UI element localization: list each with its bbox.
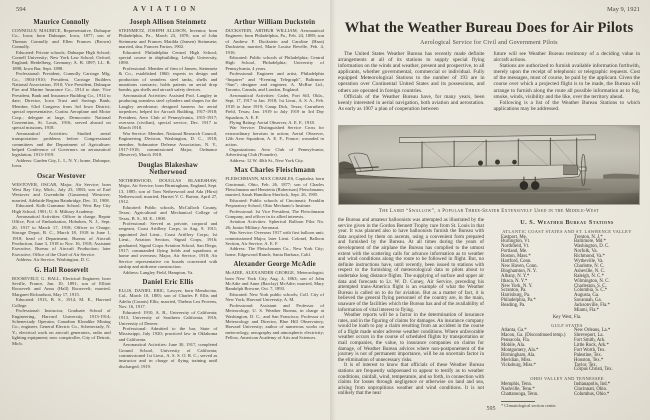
bio-column-1 <box>12 18 111 416</box>
bio-entry-heading: Maurice Connolly <box>33 19 90 26</box>
bio-entry-body <box>119 28 218 158</box>
article-paragraph: The United States Weather Bureau has recently made definite arrangements at all of its stations to supply special flying information on the winds and weather, present and prospective, to all applicants, whether governmental, commercial or individual. Fully equipped Meteorological Stations to the number of 193 are in operation over Continental United States and its possessions, and others are operated in foreign countries. <box>338 51 485 94</box>
bio-entry-body <box>12 28 111 169</box>
station-item: Little Rock, Ark.* <box>574 342 609 348</box>
bio-paragraph: Educated: Philadelphia Central High School; special course in shipbuilding, Lehigh University, 1890. <box>118 49 218 66</box>
bio-paragraph: Address: Langley Field, Hampton, Va. <box>122 269 194 275</box>
bio-entry-heading: Max Charles Fleischmann <box>234 167 316 175</box>
bio-entry-body <box>119 288 218 369</box>
footnote-rule <box>501 401 535 402</box>
bio-paragraph: Address: Air Service, Washington, D. C. <box>16 257 91 263</box>
station-item: Hartford, Conn. <box>501 259 532 265</box>
station-item: Pensacola, Fla. <box>501 338 530 344</box>
station-item: Wilmington, N. C. <box>574 278 610 284</box>
bio-entry <box>12 19 111 169</box>
station-item: Fort Worth, Tex. <box>574 347 606 353</box>
bio-paragraph: FLEISCHMANN, MAX CHARLES, Capitalist; born Cincinnati, Ohio, Feb. 26, 1877; son of Charles Fleischmann and Henrietta (Robertson) Fleischmann; married, Sarah Hamilton Sherlock, Sept. 26, 1905. <box>225 176 325 198</box>
station-subcolumn <box>567 329 640 373</box>
station-subcolumn <box>494 383 567 398</box>
station-item: Houston, Tex.* <box>574 357 604 363</box>
station-item: Jacksonville, Fla.* <box>574 303 610 309</box>
article-paragraph: Weather reports will be a factor in the determination of insurance rates, and in the figuring of claims for damages. An insurance company would be loath to pay a claim resulting from an accident in the course of a flight made under adverse weather conditions. Where unfavorable weather occurs in the course of scheduled flights by transportation or mail companies, the value, to insurance companies on claims for damage, of Weather Bureau advices where non-postponement of the journey is not of permanent importance, will be an uncertain factor in the elimination of unnecessary risks. <box>338 312 484 363</box>
bio-paragraph: Professional: 1st Vice President, The Fleischmann Company, and officer in its allied interests. <box>225 208 325 219</box>
station-subcolumn <box>494 236 567 315</box>
bio-paragraph: Educated: Public schools, McCulloch County, Texas; Agricultural and Mechanical College of Texas, B. S., M. E., 1908. <box>118 204 218 221</box>
bio-paragraph: CONNOLLY, MAURICE, Representative, Dubuque Co., Iowa; born Dubuque, Iowa, 1877; son of Thomas Connolly and Ellen Frances (Brown) Connolly. <box>12 28 111 50</box>
bio-paragraph: Aeronautical Activities: Cadet, Fort Sill, Okla., Sept. 17, 1917 to Jan. 1918; 1st Lieut., A. S. A., Feb. 1918 to June 1919; Camp Dick, Texas; Carruthers Field, Texas; Jan. 1919 to July 1919 in 3rd Day Squadron, A. E. F. <box>225 92 325 120</box>
photo-caption: The Laird “Swallow”, a Popular Three-Seater Extensively Used in the Middle-West <box>378 209 600 214</box>
bio-paragraph: STEINMETZ, JOSEPH ALLISON, Inventor; born Philadelphia, Pa., March 23, 1870; son of John Steinmetz and Frances Matilda (Jansen) Steinmetz; married, dau. Frances Farion, 1902. <box>118 28 218 50</box>
station-item: Mobile, Ala. <box>501 342 526 348</box>
article-title: What the Weather Bureau Does for Air Pilots <box>344 20 634 36</box>
bio-entry <box>119 19 218 158</box>
bio-paragraph: ELLIS, DANIEL ERIC, Lawyer; born Mendocino, Cal., March 10, 1883; son of Charles P. Ellis and Adelia (Counts) Ellis; married, Thelma Lea Provens, Nov. 16, 1917. <box>118 288 218 310</box>
station-item: Key West, Fla. <box>552 314 582 320</box>
station-item: Palestine, Tex. <box>574 352 602 358</box>
bio-entry-body <box>225 270 324 340</box>
station-item: Albany, N. Y.* <box>501 273 530 279</box>
bio-paragraph: ROOSEVELT, G. HALL, Electrical Engineer; born Seville, France, Jan. 10, 1891; son of Elliott Roosevelt and Anna (Hall) Roosevelt; married, Margaret Richardson, May 17, 1915. <box>12 275 111 297</box>
whos-who-page <box>0 18 332 416</box>
bio-paragraph: War Service: Distinguished Service Cross for extraordinary heroism in action; Aerial Observer, 12th Aero Squadron, A. E. F., France; wounded in action. <box>225 125 325 147</box>
station-item: Cincinnati, Ohio. <box>574 386 608 392</box>
station-item: Richmond, Va.* <box>574 254 605 260</box>
bio-paragraph: Flying Rating: Aerial Observer, A. E. F., 1918. <box>229 119 315 125</box>
station-item: Savannah, Ga. <box>574 298 602 304</box>
station-item: Washington, D. C. <box>574 244 610 250</box>
station-subcolumn <box>494 329 567 373</box>
bio-paragraph: Educated: Public schools of Philadelphia; Central High School, Philadelphia; University of Pennsylvania, 4 years. <box>225 55 325 71</box>
station-item: Columbus, Ohio.* <box>574 391 610 397</box>
bio-paragraph: Organizations: Aero Club of Pennsylvania; Advertising Club (Founder). <box>225 146 325 158</box>
article-paragraph: future will see Weather Bureau testimony of a deciding value in aircraft actions. <box>493 51 640 64</box>
station-item: Nashville, Tenn.* <box>501 386 535 392</box>
airplane-photo <box>338 125 640 205</box>
station-item: Charlotte, N. C. <box>574 263 605 269</box>
station-item: Montgomery, Ala.* <box>501 347 539 353</box>
station-item: Eastport, Me. <box>501 234 527 240</box>
station-group <box>494 383 640 398</box>
bio-entry-body <box>12 276 111 346</box>
station-item: Norfolk, Va. <box>574 249 598 255</box>
left-page-number: 594 <box>16 6 26 13</box>
station-item: Reading, Pa. <box>501 303 526 309</box>
bio-entry <box>225 167 324 257</box>
station-group-heading: OHIO VALLEY AND TENNESSEE <box>530 376 604 382</box>
station-item: New York, N. Y. <box>501 283 533 289</box>
bio-paragraph: Professional: Member of firm of Jansen, Steinmetz & Co., established 1860; experts in design and production of seamless steel tanks, shells and munitions contracts; holds patents on aerial drop bombs, gas shells and aircraft safety devices. <box>118 65 218 93</box>
article-paragraph: Stations are authorized to furnish available information forthwith, merely upon the receipt of telephonic or telegraphic requests. Cost of the messages, must of course, be paid by the applicant. Given the course over which a projected flight is to be made, the Bureau will arrange to furnish along the route all possible information as to fog, smoke, winds, visibility and the like, over the territory ahead. <box>493 63 640 100</box>
station-item: Augusta, Ga. <box>574 293 600 299</box>
article-subtitle: Aerological Service for Civil and Government Pilots <box>420 40 558 46</box>
bio-paragraph: NETHERWOOD, DOUGLAS BLAKESHAW, Major, Air Service; born Birmingham, England, Sept. 13, 1885; son of Tom Netherwood and Ada (Hirst) Netherwood; married, Harriet V. C. Barton, April 27, 1912. <box>118 177 218 205</box>
bio-paragraph: Address: Garden City, L. I., N. Y.; home, Dubuque, Iowa. <box>12 157 111 169</box>
page-gutter <box>330 0 336 420</box>
station-item: Raleigh, N. C.* <box>574 273 604 279</box>
bio-entry-heading: G. Hall Roosevelt <box>34 266 89 274</box>
bio-column-2 <box>119 18 218 416</box>
bio-paragraph: DUCKSTEIN, ARTHUR WILLIAM, Aeronautical Engineer; born Philadelphia, Pa., Feb. 24, 1889; son of Andrew F. Duckstein and Caroline (Haas) Duckstein; married, Marie Louise Revelle, Feb. 4, 1916. <box>225 28 325 55</box>
bio-paragraph: McADIE, ALEXANDER GEORGE, Meteorologist; born New York City, Aug. 4, 1863; son of John McAdie and Anne (Barclay) McAdie; married, Mary Randolph Browne, Oct. 7, 1893. <box>225 270 325 292</box>
right-page-number: 595 <box>486 406 496 412</box>
station-item: Miami, Fla.* <box>574 308 599 314</box>
station-item: Ithaca, N. Y.* <box>501 278 528 284</box>
bio-paragraph: Professional: Instructor, Graduate School of Engineering, Harvard University, 1913-1914; Schenectady Operator, Canadian Klondike Mining Co.; engineer, General Electric Co., Schenectady, N. Y.; electrical work on aircraft generators, radio and lighting equipment; now comptroller, City of Detroit, Mich. <box>12 308 111 346</box>
bio-entry <box>12 173 111 263</box>
intro-left-column <box>338 51 485 121</box>
station-item: Meridian, Miss. <box>501 357 532 363</box>
article-paragraph: the Bureau and amateur balloonists was attempted as illustrated by the service given in the Gordon Bennett Trophy race from St. Louis in that year. It was planned also to have balloonists furnish the Bureau with data acquired by them on ascents, using a convenient form prepared and furnished by the Bureau. At all times during the years of development of the airplane the Bureau has complied to the utmost extent with the scattering calls for advance information as to weather and wind conditions along the route to be followed in flight. But, no definite instructions have, until recently, been issued to stations with respect to the furnishing of meteorological data to pilots about to undertake long distance flights. The supplying of surface and upper air data and forecasts to Lt. W. D. Coney, Air Service, preceding his attempted trans-America flight is an example of what the Weather Bureau is called on to do for aviation. But as a matter of fact, it is believed the general flying personnel of the country are, in the main, unaware of the facilities which the Bureau has and of the availability of information of vital interest to flying. <box>338 217 484 313</box>
station-item: Charleston, S. C. <box>574 283 607 289</box>
station-item: Portland, Me. <box>501 249 528 255</box>
bio-entry-body <box>225 28 324 163</box>
bio-entry <box>225 19 324 163</box>
bio-entry <box>119 162 218 275</box>
station-subcolumn <box>567 383 640 398</box>
bio-entry <box>12 267 111 346</box>
station-item: Boston, Mass.* <box>501 254 531 260</box>
bio-paragraph: Professional: Assistant and Professor of Meteorology, U. S. Weather Bureau, in charge at Washington, D. C., and San Francisco; Professor of Meteorology and Director, Blue Hill Observatory, Harvard University; author of numerous works on meteorology, aerography and atmospheric electricity; Fellow, American Academy of Arts and Sciences. <box>225 302 325 341</box>
bio-entry-heading: Oscar Westover <box>36 172 86 180</box>
biplane-illustration <box>339 126 639 204</box>
station-item: Philadelphia, Pa.* <box>501 298 536 304</box>
article-body-column <box>338 218 484 396</box>
station-item: Northfield, Vt. <box>501 244 530 250</box>
bio-paragraph: Aeronautical Activities: June 30, 1917, completed Ground School, University of California; commissioned 1st Lieut., A. S. S. O. R. C.; served as instructor and in charge of flying training until discharged, 1919. <box>118 342 218 369</box>
issue-date: May 9, 1921 <box>606 6 640 13</box>
bio-entry-body <box>225 176 324 257</box>
station-group <box>494 236 640 315</box>
bio-entry-body <box>119 178 218 275</box>
station-item: Columbia, S. C.* <box>574 288 608 294</box>
bio-paragraph: Educated: Kolb Grammar School; West Bay City High School, 1901; U. S. Military Academy. <box>12 203 111 214</box>
station-group <box>494 329 640 373</box>
bio-paragraph: Aeronautical Activities: Assisted Prof. Langley in producing seamless steel cylinders and shapes for the Langley aerodrome; designed harness for aerial torpedoes; helped for Aircraft Building, 1917-1918; President, Aero Club of Pennsylvania, 1915-1917; overseas (civilian), special service, Dec. 1917 to March 1918. <box>118 92 218 131</box>
station-item: Shreveport, La. <box>574 333 604 339</box>
station-item: Fort Smith, Ark. <box>574 338 606 344</box>
page-spread <box>0 18 650 416</box>
bio-paragraph: Aviation Activities: Spherical Balloon Pilot No. 26; Junior Military Aeronaut. <box>225 219 325 230</box>
station-item: Chattanooga, Tenn. <box>501 391 539 397</box>
bio-paragraph: Aeronautical Activities: Officer in charge, Repair Office, Port of Embarkation, Hoboken, N. J., Sept. 20, 1917 to March 17, 1918; Officer in Charge, Storage Depot, B. C., March 18, 1918 to June 1, 1918; head of Department, Bureau of Aircraft Production, June 3, 1918 to Nov. 16, 1918; Assistant Executive, Bureau of Aircraft Production; later Executive, Office of the Chief of Air Service. <box>12 214 111 257</box>
article-intro <box>338 51 640 121</box>
bio-paragraph: Address: The Fleischmann Co., New York City; home, Edgewood Ranch, Santa Barbara, Calif. <box>225 246 325 257</box>
bio-paragraph: War Service: Member, National Research Council, Engineering Division, Washington, D. C., 1918; member, Submarine Defense Association, N. Y., 1917-1918; commissioned Major, Ordnance (Reserve), March 1918. <box>118 130 218 158</box>
bio-paragraph: Educated: Public schools of Cincinnati; Franklin Preparatory School; Ohio Mechanic's Institute. <box>225 197 325 209</box>
article-paragraph: Following is a list of the Weather Bureau Stations to which applications may be addressed. <box>493 99 640 112</box>
journal-masthead: AVIATION <box>132 5 200 13</box>
bio-entry <box>119 279 218 369</box>
station-item: Taylor, Tex. <box>574 362 597 368</box>
bio-paragraph: Professional: Engineer and artist, Philadelphia “Inquirer” and “Evening Telegraph”, Baltimore “Sun”; designer and engineer, A. McRae Ltd., Toronto, Canada, and London, England. <box>225 71 325 93</box>
bio-entry-heading: Douglas Blakeshaw Netherwood <box>138 161 198 176</box>
running-head <box>0 5 650 17</box>
station-item: New Haven, Conn. <box>501 263 538 269</box>
station-footnote: * Climatological section center. <box>501 403 557 409</box>
article-paragraph: It is of interest to know that officials of these Weather Bureau stations are frequently subpoenaed to appear to testify as to weather conditions, rainfall, wind, temperature, and so forth, in connection with claims for losses through negligence or otherwise on land and sea, arising from unpropitious weather and wind conditions. It is not unlikely that the near <box>338 362 484 397</box>
bio-paragraph: Professional: Served as private, corporal and sergeant, Coast Artillery Corps, to Aug. 9, 1911; appointed 2nd Lieut., Coast Artillery Corps; 1st Lieut., Aviation Section, Signal Corps, 1916; graduated, Signal Corps Aviation School, San Diego, 1917; commanded flying fields and squadrons at home and overseas; Major, Air Service, 1918; Air Service representative on boards concerned with airship and airdrome construction. <box>118 221 218 270</box>
bio-paragraph: Educated: 1913, B. S., 1914, M. E., Harvard College. <box>12 297 111 308</box>
station-list-title: U. S. Weather Bureau Stations <box>520 219 614 226</box>
bio-entry-heading: Joseph Allison Steinmetz <box>129 19 207 26</box>
station-item: Trenton, N. J.* <box>574 234 603 240</box>
station-group-heading: GULF STATES <box>551 322 583 328</box>
station-item: Burlington, Vt. <box>501 239 531 245</box>
station-item: Asheville, N. C. <box>574 268 606 274</box>
intro-right-column <box>494 51 641 121</box>
station-item: Wytheville, Va. <box>574 259 604 265</box>
station-item: Baltimore, Md.* <box>574 239 606 245</box>
station-item: Scranton, Pa. <box>501 288 527 294</box>
bio-entry-heading: Arthur William Duckstein <box>234 19 316 26</box>
station-item: Birmingham, Ala. <box>501 352 536 358</box>
station-item: Vicksburg, Miss.* <box>501 362 536 368</box>
bio-entry <box>225 261 324 340</box>
bio-paragraph: Professional: President, Connolly Carriage Mfg. Co., 1904-1910; President, Carriage Builders National Association, 1910; Vice President, Dubuque Fire and Marine Insurance Co., 1914 to date; Vice President, Bank and Insurance Building Co., 1914 to date; Director, Iowa Trust and Savings Bank; Member, 63rd Congress from 3rd Iowa District; special representative, Curtiss Aeroplane and Motor Corp.; delegate at large, Democratic National Convention, St. Louis, 1916; served abroad on special missions, 1918. <box>12 71 111 131</box>
station-item: Corpus Christi, Tex. <box>574 367 613 373</box>
bio-paragraph: Professional: Admitted to the bar, State of Mississippi, July 1920; practiced law in Oklahoma and California. <box>118 325 218 342</box>
station-group-heading: ATLANTIC COAST STATES AND ST. LAWRENCE VALLEY <box>502 229 632 234</box>
article-paragraph: Officials of the Weather Bureau have, for many years, been keenly interested in aerial navigation, both aviation and aerostation. As early as 1907 a plan of cooperation between <box>338 93 485 112</box>
bio-paragraph: Educated: Private schools; Dubuque High School; Cornell University; New York Law School; Oxford, England; Heidelberg, Germany; A. B. 1897; LL. B. 1898; Iowa Bar, Sept. 1898. <box>12 49 111 71</box>
bio-paragraph: Aeronautical Activities: Studied aerial transportation problems before Congressional committees and the Department of Agriculture; helped Conference of Governors on aeronautical legislation, 1913-1919. <box>12 130 111 158</box>
station-item: Harrisburg, Pa. <box>501 293 531 299</box>
bio-paragraph: War Service: Overseas 1917 with first balloon unit; commissioned Major, later Lieut. Colonel, Balloon Section, Air Service, A. E. F. <box>225 230 325 247</box>
bio-entry-heading: Alexander George McAdie <box>233 261 316 269</box>
station-subcolumn <box>567 236 640 315</box>
bio-column-3 <box>225 18 324 416</box>
article-page <box>332 18 650 416</box>
bio-entry-body <box>12 182 111 263</box>
bio-entry-heading: Daniel Eric Ellis <box>142 279 194 287</box>
station-item: Memphis, Tenn. <box>501 381 533 387</box>
bio-paragraph: Educated: New York public schools; Coll. City of New York; Harvard University, A. M. <box>225 291 325 303</box>
bio-paragraph: Address: 12 W. 40th St., New York City. <box>229 157 304 163</box>
bio-paragraph: Educated: 1910, A. B., University of California; 1913, University of Southern California; 1916, University of Denver. <box>118 309 218 326</box>
station-list <box>494 218 640 409</box>
station-item: Indianapolis, Ind.* <box>574 381 611 387</box>
station-item: Atlanta, Ga.* <box>501 328 527 334</box>
bio-paragraph: WESTOVER, OSCAR, Major, Air Service; born West Bay City, Mich., July 23, 1883; son of Earl Westover and Gwendolin (Gautreau) Westover; married, Adelaide Regina Bainbridge, Dec. 31, 1908. <box>12 181 111 203</box>
station-item: Binghamton, N. Y. <box>501 268 537 274</box>
station-item: Macon, Ga. (Discontinued temp.) <box>501 333 566 339</box>
station-item: New Orleans, La.* <box>574 328 611 334</box>
